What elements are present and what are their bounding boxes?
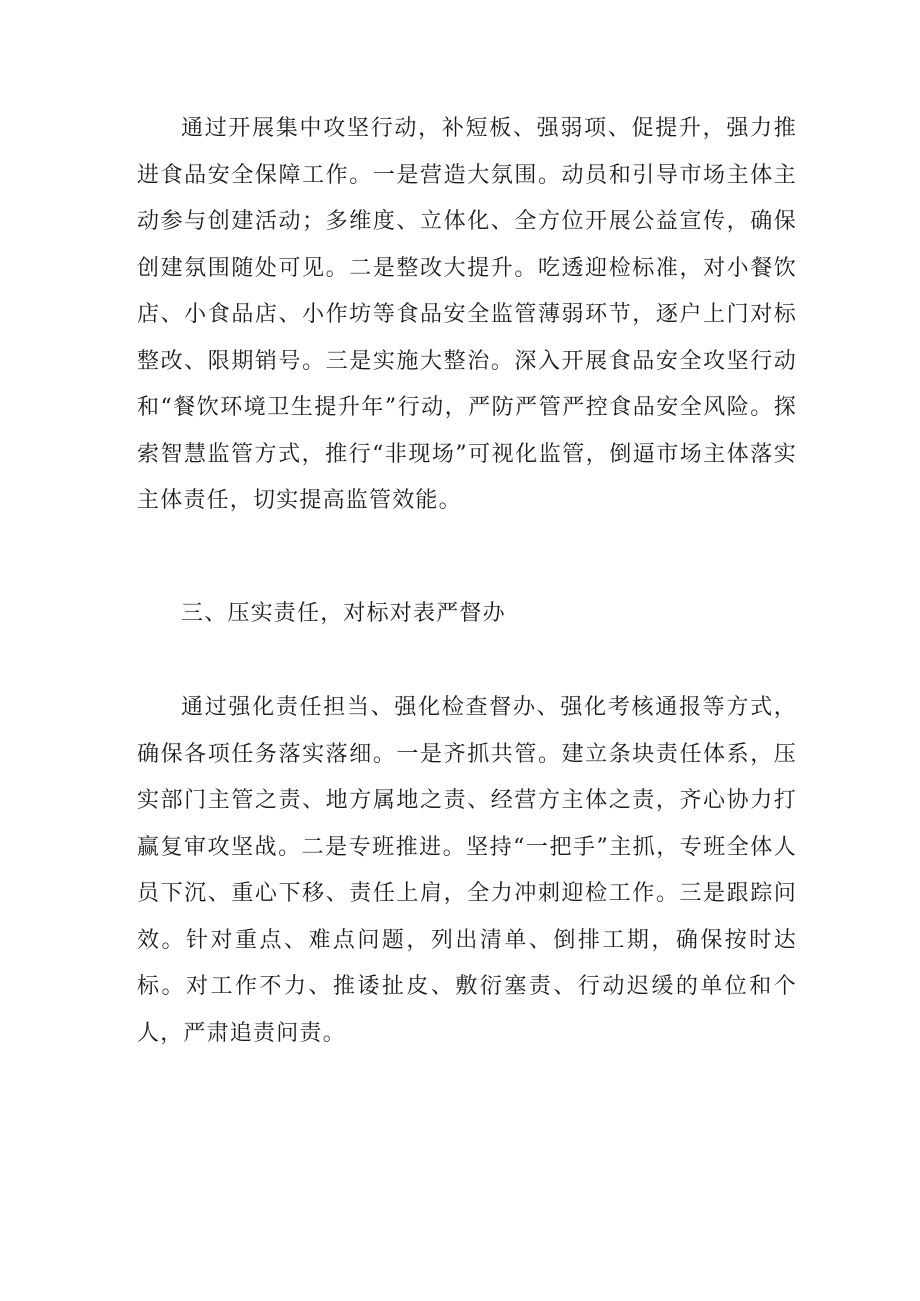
body-paragraph-food-safety: 通过开展集中攻坚行动，补短板、强弱项、促提升，强力推进食品安全保障工作。一是营造大氛围。动员和引导市场主体主动参与创建活动；多维度、立体化、全方位开展公益宣传，确保创建氛围随处可见。二是整改大提升。吃透迎检标准，对小餐饮店、小食品店、小作坊等食品安全监管薄弱环节，逐户上门对标整改、限期销号。三是实施大整治。深入开展食品安全攻坚行动和“餐饮环境卫生提升年”行动，严防严管严控食品安全风险。探索智慧监管方式，推行“非现场”可视化监管，倒逼市场主体落实主体责任，切实提高监管效能。	[137, 116, 797, 513]
body-paragraph-responsibility: 通过强化责任担当、强化检查督办、强化考核通报等方式，确保各项任务落实落细。一是齐抓共管。建立条块责任体系，压实部门主管之责、地方属地之责、经营方主体之责，齐心协力打赢复审攻坚战。二是专班推进。坚持“一把手”主抓，专班全体人员下沉、重心下移、责任上肩，全力冲刺迎检工作。三是跟踪问效。针对重点、难点问题，列出清单、倒排工期，确保按时达标。对工作不力、推诿扯皮、敷衍塞责、行动迟缓的单位和个人，严肃追责问责。	[137, 695, 797, 1046]
section-heading-3: 三、压实责任，对标对表严督办	[181, 601, 506, 626]
